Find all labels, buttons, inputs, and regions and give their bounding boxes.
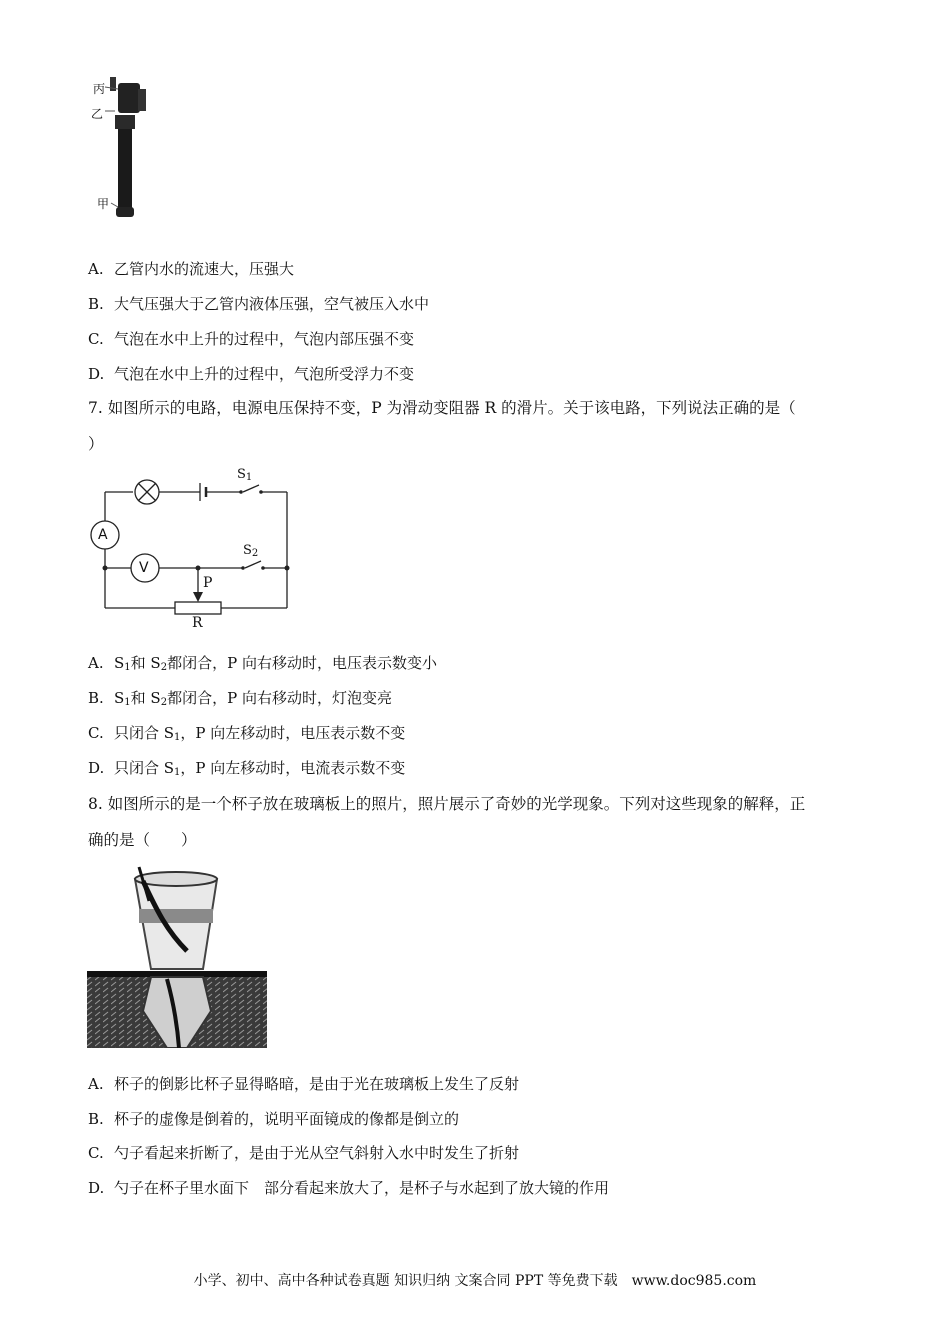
page-footer: 小学、初中、高中各种试卷真题 知识归纳 文案合同 PPT 等免费下载 www.doc985.com xyxy=(193,1273,757,1289)
q6-option-a: A. 乙管内水的流速大，压强大 xyxy=(88,260,295,278)
switch-s1-label: $S_1$ xyxy=(237,467,253,483)
q8-option-d: D. 勺子在杯子里水面下 部分看起来放大了，是杯子与水起到了放大镜的作用 xyxy=(88,1179,610,1197)
rheostat-r-label: R xyxy=(192,615,203,631)
q8-stem-line2: 确的是（ ） xyxy=(88,831,197,849)
label-yi: 乙 xyxy=(91,107,104,121)
q8-option-a: A. 杯子的倒影比杯子显得略暗，是由于光在玻璃板上发生了反射 xyxy=(88,1075,520,1093)
slider-p-label: P xyxy=(203,575,213,591)
pump-drawing xyxy=(85,75,165,225)
q6-option-d: D. 气泡在水中上升的过程中，气泡所受浮力不变 xyxy=(88,365,415,383)
label-jia: 甲 xyxy=(97,197,110,211)
q8-stem-line1: 8. 如图所示的是一个杯子放在玻璃板上的照片，照片展示了奇妙的光学现象。下列对这些现象的解释，正 xyxy=(88,795,806,813)
q7-option-a: A. $S_1$和 $S_2$都闭合，P 向右移动时，电压表示数变小 xyxy=(88,654,437,673)
q8-option-c: C. 勺子看起来折断了，是由于光从空气斜射入水中时发生了折射 xyxy=(88,1144,520,1162)
cup-photo xyxy=(87,861,267,1048)
q7-option-c: C. 只闭合 $S_1$，P 向左移动时，电压表示数不变 xyxy=(88,724,406,743)
q7-stem-line2: ） xyxy=(88,435,104,453)
q7-stem-line1: 7. 如图所示的电路，电源电压保持不变，P 为滑动变阻器 R 的滑片。关于该电路，下列说法正确的是（ xyxy=(88,399,796,417)
pump-figure xyxy=(85,75,165,225)
voltmeter-label: V xyxy=(139,560,149,576)
q8-option-b: B. 杯子的虚像是倒着的，说明平面镜成的像都是倒立的 xyxy=(88,1110,460,1128)
ammeter-label: A xyxy=(98,527,108,543)
q6-option-c: C. 气泡在水中上升的过程中，气泡内部压强不变 xyxy=(88,330,415,348)
q7-option-d: D. 只闭合 $S_1$，P 向左移动时，电流表示数不变 xyxy=(88,759,406,778)
q6-option-b: B. 大气压强大于乙管内液体压强，空气被压入水中 xyxy=(88,295,430,313)
switch-s2-label: $S_2$ xyxy=(243,543,259,559)
label-bing: 丙 xyxy=(93,82,106,96)
circuit-diagram xyxy=(85,465,305,635)
q7-option-b: B. $S_1$和 $S_2$都闭合，P 向右移动时，灯泡变亮 xyxy=(88,689,392,708)
